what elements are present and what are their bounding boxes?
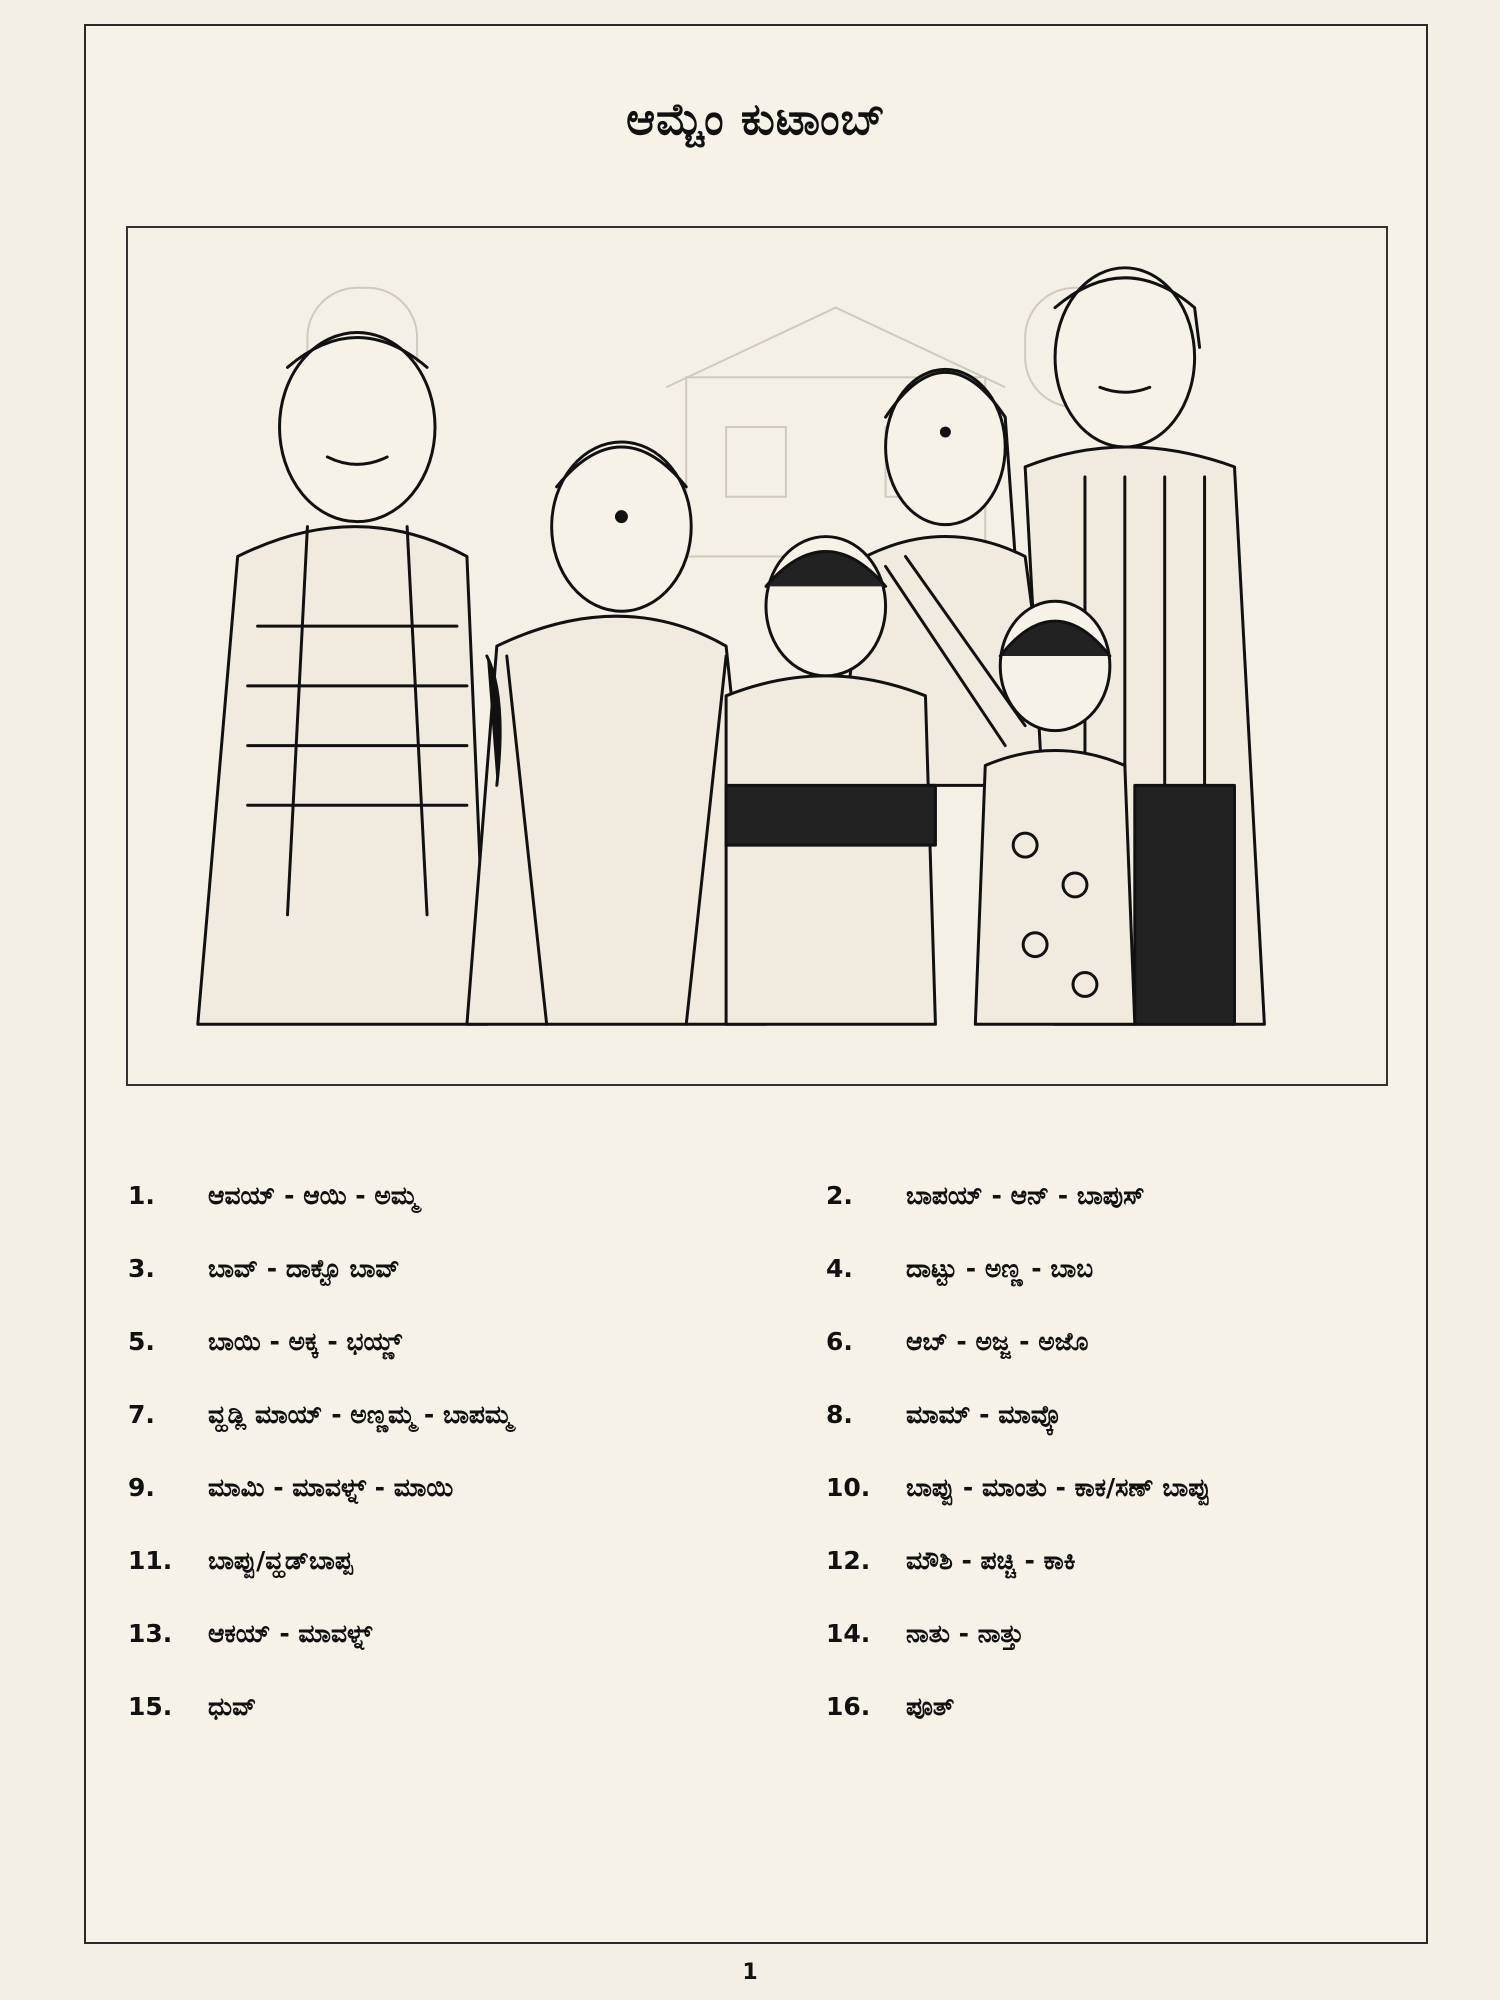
glossary-entry	[826, 1692, 954, 1722]
family-drawing	[128, 228, 1386, 1084]
entry-number: 6.	[826, 1327, 853, 1356]
entry-number: 16.	[826, 1692, 871, 1721]
entry-number: 13.	[128, 1619, 173, 1648]
glossary-entry	[826, 1400, 1061, 1430]
entry-number: 9.	[128, 1473, 155, 1502]
entry-number: 5.	[128, 1327, 155, 1356]
entry-term: ಮಾಮಿ - ಮಾವಳ್ನ್ - ಮಾಯಿ	[208, 1473, 454, 1502]
glossary-entry	[128, 1619, 372, 1649]
entry-term: ನಾತು - ನಾತ್ತು	[906, 1619, 1024, 1648]
glossary-entry	[128, 1546, 353, 1576]
entry-term: ಆಕಯ್ - ಮಾವಳ್ನ್	[208, 1619, 373, 1648]
entry-term: ಆವಯ್ - ಆಯಿ - ಅಮ್ಮ	[208, 1181, 418, 1210]
glossary-entry	[128, 1400, 512, 1430]
glossary-entry	[128, 1327, 402, 1357]
entry-term: ಬಾಯಿ - ಅಕ್ಕ - ಭಯ್ಣ್	[208, 1327, 402, 1356]
glossary-entry	[128, 1254, 400, 1284]
page-number: 1	[742, 1960, 758, 1985]
entry-number: 15.	[128, 1692, 173, 1721]
entry-term: ಆಬ್ - ಅಜ್ಜ - ಅಜೊ	[906, 1327, 1089, 1356]
entry-term: ಮೌಶಿ - ಪಚ್ಚಿ - ಕಾಕಿ	[906, 1546, 1076, 1575]
page-frame	[84, 24, 1428, 1944]
entry-term: ಬಾಪ್ಪು - ಮಾಂತು - ಕಾಕ/ಸಣ್ ಬಾಪ್ಪು	[906, 1473, 1211, 1502]
entry-term: ಪೂತ್	[906, 1692, 955, 1721]
entry-term: ಬಾವ್ - ದಾಕ್ಟೊ ಬಾವ್	[208, 1254, 400, 1283]
entry-number: 11.	[128, 1546, 173, 1575]
entry-term: ಬಾಪ್ಪು/ವ್ಹಡ್‌ಬಾಪ್ಪ	[208, 1546, 353, 1575]
entry-term: ಧುವ್	[208, 1692, 257, 1721]
family-illustration	[126, 226, 1388, 1086]
glossary-entry	[128, 1473, 453, 1503]
page-title: ಆಮ್ಚೆಂ ಕುಟಾಂಬ್	[626, 94, 886, 145]
entry-number: 14.	[826, 1619, 871, 1648]
entry-number: 3.	[128, 1254, 155, 1283]
glossary-entry	[826, 1546, 1075, 1576]
entry-number: 1.	[128, 1181, 155, 1210]
entry-number: 7.	[128, 1400, 155, 1429]
entry-term: ದಾಟ್ಟು - ಅಣ್ಣ - ಬಾಬ	[906, 1254, 1094, 1283]
entry-number: 12.	[826, 1546, 871, 1575]
glossary-entry	[826, 1327, 1088, 1357]
entry-term: ಮಾಮ್ - ಮಾವ್ಕೊ	[906, 1400, 1062, 1429]
glossary-entry	[826, 1254, 1093, 1284]
glossary-entry	[128, 1692, 256, 1722]
entry-number: 2.	[826, 1181, 853, 1210]
glossary-entry	[826, 1473, 1211, 1503]
entry-term: ವ್ಹಡ್ಲಿ ಮಾಯ್ - ಅಣ್ಣಮ್ಮ - ಬಾಪಮ್ಮ	[208, 1400, 513, 1429]
glossary-entry	[826, 1181, 1145, 1211]
entry-number: 4.	[826, 1254, 853, 1283]
glossary-entry	[826, 1619, 1024, 1649]
glossary-entry	[128, 1181, 418, 1211]
entry-term: ಬಾಪಯ್ - ಆನ್ - ಬಾಪುಸ್	[906, 1181, 1145, 1210]
entry-number: 8.	[826, 1400, 853, 1429]
entry-number: 10.	[826, 1473, 871, 1502]
